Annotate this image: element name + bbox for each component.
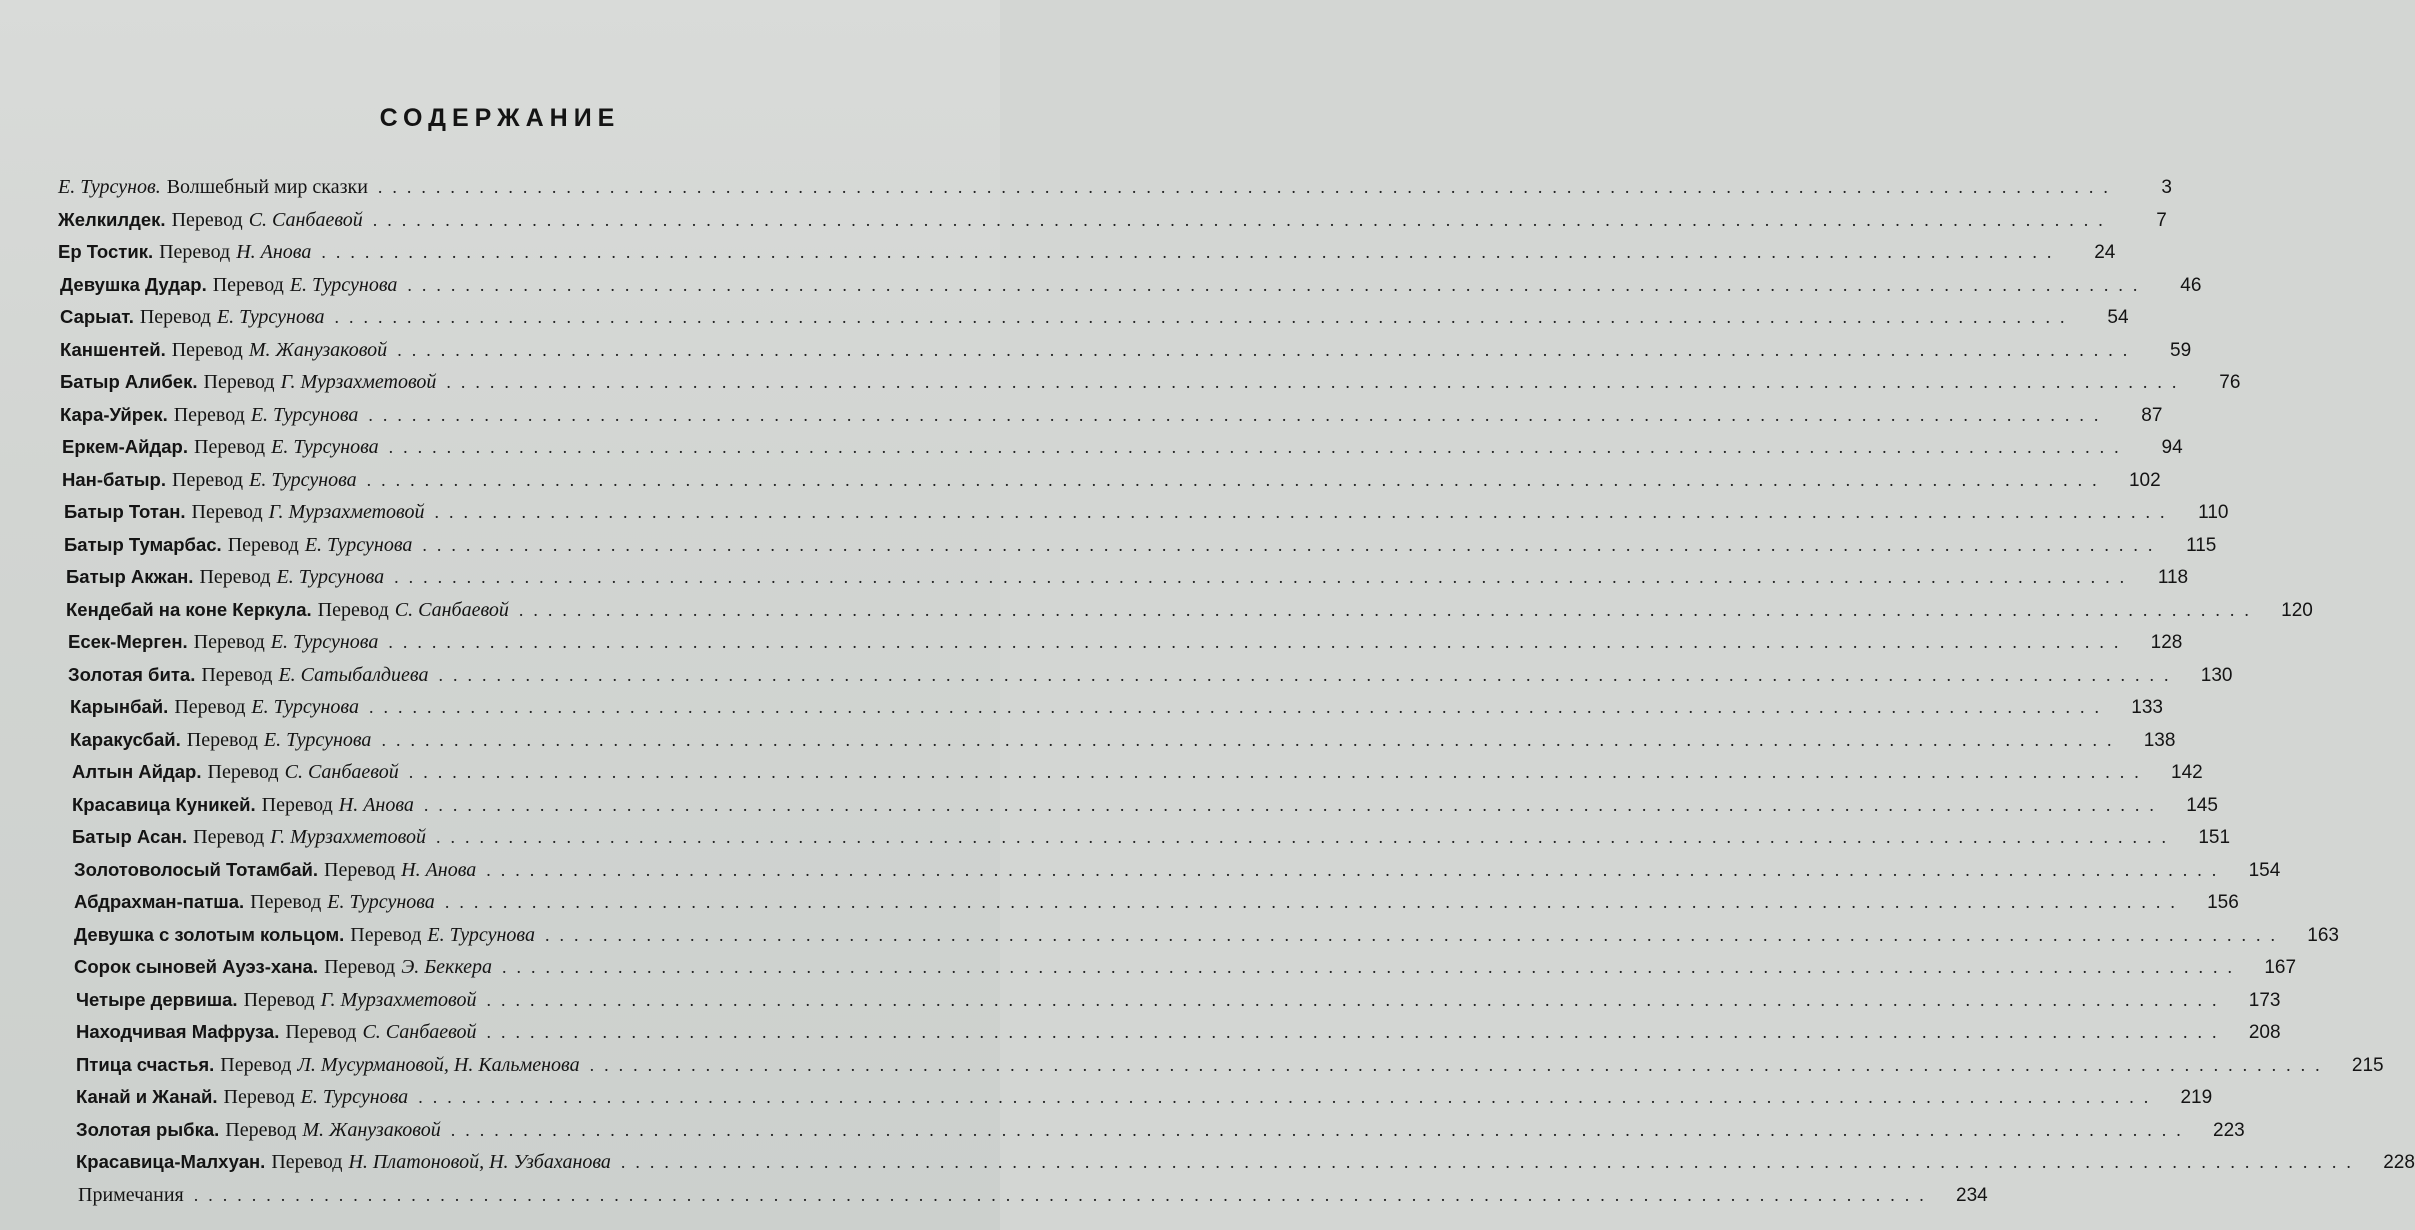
toc-story-title: Сарыат. [60, 306, 134, 327]
toc-entry-title [68, 664, 428, 687]
toc-page-number: 102 [2128, 469, 2161, 491]
toc-entry-title [58, 209, 363, 232]
dot-leader: ........................................................................................................................ [438, 664, 2179, 685]
dot-leader: ........................................................................................................................ [388, 437, 2129, 457]
dot-leader: ........................................................................................................................ [397, 339, 2138, 360]
toc-page-number: 120 [2281, 599, 2313, 621]
toc-entry [58, 436, 2183, 469]
toc-entry-title [72, 761, 399, 784]
dot-leader: ........................................................................................................................ [444, 892, 2185, 912]
dot-leader: ........................................................................................................................ [434, 502, 2175, 522]
toc-plain-text: Перевод [203, 371, 275, 393]
toc-entry [58, 1118, 2245, 1152]
toc-story-title: Кара-Уйрек. [60, 403, 168, 425]
toc-story-title: Четыре дервиша. [76, 988, 238, 1010]
toc-entry-title [60, 371, 436, 394]
toc-translator: Е. Турсунова [276, 566, 385, 588]
toc-translator: Е. Сатыбалдиева [278, 663, 429, 686]
dot-leader: ........................................................................................................................ [418, 1087, 2159, 1107]
toc-story-title: Карынбай. [70, 696, 169, 717]
toc-page-number: 76 [2219, 372, 2241, 393]
toc-translator: Е. Турсунова [263, 728, 372, 751]
toc-entry [58, 208, 2167, 242]
toc-entry [58, 598, 2313, 632]
toc-entry-title [70, 696, 359, 719]
toc-story-title: Каншентей. [60, 338, 166, 360]
toc-page-number: 118 [2157, 567, 2189, 588]
toc-story-title: Девушка Дудар. [60, 273, 207, 295]
toc-author: Е. Турсунов. [58, 176, 161, 198]
dot-leader: ........................................................................................................................ [518, 599, 2259, 620]
toc-entry [58, 631, 2183, 664]
toc-entry [58, 891, 2239, 924]
dot-leader: ........................................................................................................................ [366, 469, 2107, 490]
toc-page-number: 87 [2141, 404, 2163, 426]
toc-entry [58, 403, 2163, 437]
toc-page-number: 7 [2156, 209, 2167, 231]
toc-entry-title [62, 436, 379, 459]
toc-entry-title [76, 1119, 441, 1142]
toc-translator: Е. Турсунова [327, 891, 435, 913]
toc-plain-text: Примечания [78, 1183, 184, 1206]
toc-page-number: 24 [2094, 242, 2116, 263]
toc-story-title: Алтын Айдар. [72, 761, 202, 782]
dot-leader: ........................................................................................................................ [377, 177, 2118, 197]
toc-plain-text: Перевод [173, 403, 245, 426]
toc-translator: Г. Мурзахметовой [270, 826, 427, 848]
toc-entry [58, 176, 2172, 209]
toc-plain-text: Перевод [171, 208, 243, 231]
toc-page-number: 228 [2383, 1152, 2415, 1173]
toc-page-number: 130 [2200, 664, 2233, 686]
toc-story-title: Канай и Жанай. [76, 1086, 218, 1107]
toc-translator: С. Санбаевой [248, 208, 363, 231]
toc-entry [58, 1086, 2213, 1119]
toc-translator: Е. Турсунова [250, 403, 359, 426]
toc-page-number: 219 [2180, 1087, 2213, 1108]
toc-entry-title [76, 1086, 408, 1109]
toc-translator: Е. Турсунова [300, 1086, 409, 1108]
toc-translator: Е. Турсунова [216, 306, 325, 328]
toc-entry [58, 468, 2161, 502]
dot-leader: ........................................................................................................................ [423, 794, 2164, 815]
toc-plain-text: Перевод [220, 1053, 292, 1076]
toc-translator: Г. Мурзахметовой [280, 371, 437, 393]
toc-entry-title [76, 1151, 611, 1174]
toc-entry [58, 728, 2176, 762]
toc-entry-title [60, 404, 358, 427]
dot-leader: ........................................................................................................................ [502, 957, 2243, 977]
toc-page-number: 223 [2213, 1119, 2245, 1141]
dot-leader: ........................................................................................................................ [486, 989, 2227, 1010]
toc-plain-text: Перевод [186, 728, 258, 751]
toc-entry [58, 1053, 2384, 1087]
toc-page-number: 46 [2180, 274, 2202, 296]
toc-entry [58, 956, 2297, 989]
toc-page-number: 110 [2198, 502, 2229, 523]
toc-plain-text: Перевод [194, 436, 266, 458]
toc-plain-text: Перевод [285, 1021, 357, 1043]
dot-leader: ........................................................................................................................ [368, 697, 2109, 717]
toc-page-number: 133 [2131, 697, 2163, 718]
toc-page-number: 234 [1956, 1184, 1988, 1206]
toc-page-number: 3 [2161, 177, 2172, 198]
toc-translator: Н. Анова [236, 241, 312, 263]
dot-leader: ........................................................................................................................ [486, 1022, 2227, 1042]
toc-entry-title [78, 1184, 184, 1207]
toc-plain-text: Перевод [243, 988, 315, 1011]
toc-translator: Е. Турсунова [427, 923, 535, 946]
toc-entry-title [58, 241, 311, 264]
toc-entry-title [72, 826, 426, 849]
toc-story-title: Батыр Асан. [72, 826, 188, 847]
toc-plain-text: Перевод [212, 273, 284, 296]
toc-entry-title [72, 794, 414, 817]
toc-translator: М. Жанузаковой [302, 1118, 441, 1141]
toc-plain-text: Перевод [317, 598, 389, 621]
toc-story-title: Батыр Тумарбас. [64, 533, 222, 555]
toc-plain-text: Перевод [225, 1118, 297, 1141]
toc-story-title: Девушка с золотым кольцом. [74, 923, 345, 945]
toc-plain-text: Перевод [250, 891, 322, 913]
toc-entry-title [74, 891, 435, 914]
toc-entry [58, 988, 2281, 1022]
toc-story-title: Сорок сыновей Ауэз-хана. [74, 956, 319, 977]
toc-story-title: Есек-Мерген. [68, 631, 188, 652]
toc-entry [58, 826, 2231, 859]
toc-translator: Н. Анова [401, 858, 477, 881]
toc-entry-title [58, 176, 368, 199]
toc-entry [58, 533, 2217, 567]
dot-leader: ........................................................................................................................ [321, 242, 2062, 262]
toc-translator: Е. Турсунова [304, 533, 413, 556]
toc-plain-text: Перевод [199, 566, 271, 588]
toc-translator: С. Санбаевой [284, 761, 399, 783]
toc-entry [58, 696, 2163, 729]
toc-entry [58, 306, 2129, 339]
toc-story-title: Красавица-Малхуан. [76, 1151, 266, 1172]
toc-story-title: Еркем-Айдар. [62, 436, 188, 457]
dot-leader: ........................................................................................................................ [381, 729, 2122, 750]
toc-entry-title [60, 306, 325, 329]
toc-entry [58, 663, 2233, 697]
toc-page-number: 128 [2150, 632, 2183, 653]
toc-entry [58, 793, 2218, 827]
toc-translator: Г. Мурзахметовой [268, 501, 425, 523]
toc-page-number: 208 [2248, 1022, 2281, 1043]
toc-story-title: Кендебай на коне Керкула. [66, 598, 312, 620]
toc-entry [58, 761, 2203, 794]
toc-plain-text: Перевод [139, 306, 211, 328]
toc-story-title: Золотая бита. [68, 663, 196, 685]
dot-leader: ........................................................................................................................ [388, 632, 2129, 652]
toc-page-number: 163 [2307, 924, 2339, 946]
toc-translator: Н. Платоновой, Н. Узбаханова [348, 1151, 611, 1173]
toc-entry-title [60, 274, 397, 297]
toc-page-number: 94 [2161, 437, 2183, 458]
toc-story-title: Нан-батыр. [62, 468, 166, 490]
toc-entry [58, 858, 2281, 892]
toc-entry-title [76, 989, 476, 1012]
toc-story-title: Золотая рыбка. [76, 1118, 220, 1140]
toc-page-number: 145 [2186, 794, 2218, 816]
toc-entry-title [76, 1054, 580, 1077]
toc-story-title: Красавица Куникей. [72, 793, 256, 815]
toc-translator: Г. Мурзахметовой [320, 988, 477, 1011]
toc-plain-text: Перевод [172, 468, 244, 491]
toc-translator: Е. Турсунова [270, 631, 379, 653]
toc-plain-text: Перевод [207, 761, 279, 783]
toc-translator: Е. Турсунова [249, 468, 357, 491]
toc-plain-text: Перевод [227, 533, 299, 556]
toc-entry [58, 371, 2241, 404]
toc-entry-title [66, 566, 384, 589]
toc-page-number: 154 [2248, 859, 2281, 881]
dot-leader: ........................................................................................................................ [407, 274, 2148, 295]
dot-leader: ........................................................................................................................ [544, 924, 2285, 945]
toc-plain-text: Перевод [191, 501, 263, 523]
dot-leader: ........................................................................................................................ [368, 404, 2109, 425]
page-title: СОДЕРЖАНИЕ [379, 104, 621, 132]
dot-leader: ........................................................................................................................ [394, 567, 2135, 587]
toc-translator: Н. Анова [338, 793, 414, 816]
toc-story-title: Золотоволосый Тотамбай. [74, 858, 319, 880]
toc-entry-title [74, 956, 492, 979]
toc-entry [58, 923, 2339, 957]
toc-story-title: Батыр Тотан. [64, 501, 186, 522]
toc-translator: Е. Турсунова [271, 436, 379, 458]
toc-translator: С. Санбаевой [362, 1021, 477, 1043]
toc-plain-text: Перевод [261, 793, 333, 816]
toc-page-number: 54 [2107, 307, 2129, 328]
toc-entry-title [74, 924, 535, 947]
toc-story-title: Находчивая Мафруза. [76, 1021, 280, 1042]
toc-plain-text: Перевод [171, 338, 243, 361]
toc-entry [58, 1183, 1988, 1217]
toc-plain-text: Перевод [201, 663, 273, 686]
toc-page-number: 215 [2351, 1054, 2384, 1076]
toc-entry-title [64, 534, 412, 557]
toc-page-number: 167 [2264, 957, 2297, 978]
toc-entry-title [76, 1021, 477, 1044]
toc-story-title: Желкилдек. [58, 208, 166, 230]
toc-plain-text: Перевод [174, 696, 246, 718]
table-of-contents [58, 176, 2415, 1216]
toc-plain-text: Перевод [193, 631, 265, 653]
toc-plain-text: Перевод [350, 923, 422, 946]
dot-leader: ........................................................................................................................ [422, 534, 2163, 555]
dot-leader: ........................................................................................................................ [446, 372, 2187, 392]
toc-page-number: 59 [2170, 339, 2192, 361]
dot-leader: ........................................................................................................................ [408, 762, 2149, 782]
dot-leader: ........................................................................................................................ [450, 1119, 2191, 1140]
toc-page-number: 173 [2248, 989, 2281, 1011]
toc-translator: С. Санбаевой [394, 598, 509, 621]
toc-plain-text: Перевод [193, 826, 265, 848]
toc-entry-title [62, 469, 357, 492]
toc-page-number: 138 [2143, 729, 2176, 751]
toc-entry [58, 566, 2189, 599]
toc-entry [58, 241, 2116, 274]
dot-leader: ........................................................................................................................ [193, 1184, 1934, 1205]
toc-story-title: Птица счастья. [76, 1053, 215, 1075]
toc-plain-text: Перевод [271, 1151, 343, 1173]
toc-translator: Е. Турсунова [251, 696, 359, 718]
dot-leader: ........................................................................................................................ [372, 209, 2113, 230]
toc-translator: Е. Турсунова [289, 273, 398, 296]
toc-entry [58, 338, 2192, 372]
toc-page-number: 115 [2186, 534, 2217, 556]
toc-page-number: 151 [2198, 827, 2231, 848]
toc-story-title: Абдрахман-патша. [74, 891, 245, 912]
toc-entry [58, 501, 2229, 534]
toc-entry-title [64, 501, 424, 524]
toc-story-title: Ер Тостик. [58, 241, 154, 262]
dot-leader: ........................................................................................................................ [334, 307, 2075, 327]
toc-entry [58, 273, 2202, 307]
toc-entry-title [74, 859, 476, 882]
toc-page-number: 142 [2171, 762, 2203, 783]
toc-translator: М. Жанузаковой [248, 338, 388, 361]
toc-plain-text: Перевод [324, 858, 396, 881]
toc-translator: Л. Мусурмановой, Н. Кальменова [297, 1053, 580, 1076]
dot-leader: ........................................................................................................................ [486, 859, 2227, 880]
toc-translator: Э. Беккера [401, 956, 493, 978]
toc-plain-text: Перевод [159, 241, 231, 263]
dot-leader: ........................................................................................................................ [589, 1054, 2330, 1075]
toc-plain-text: Перевод [324, 956, 396, 978]
toc-entry [58, 1151, 2415, 1184]
toc-entry-title [60, 339, 387, 362]
toc-story-title: Батыр Алибек. [60, 371, 198, 392]
toc-entry [58, 1021, 2281, 1054]
dot-leader: ........................................................................................................................ [436, 827, 2177, 847]
toc-story-title: Каракусбай. [70, 728, 181, 750]
toc-plain-text: Волшебный мир сказки [166, 176, 368, 198]
toc-entry-title [68, 631, 378, 654]
toc-entry-title [70, 729, 371, 752]
dot-leader: ........................................................................................................................ [620, 1152, 2361, 1172]
toc-plain-text: Перевод [223, 1086, 295, 1108]
toc-story-title: Батыр Акжан. [66, 566, 194, 587]
toc-page-number: 156 [2207, 892, 2239, 913]
toc-entry-title [66, 599, 509, 622]
